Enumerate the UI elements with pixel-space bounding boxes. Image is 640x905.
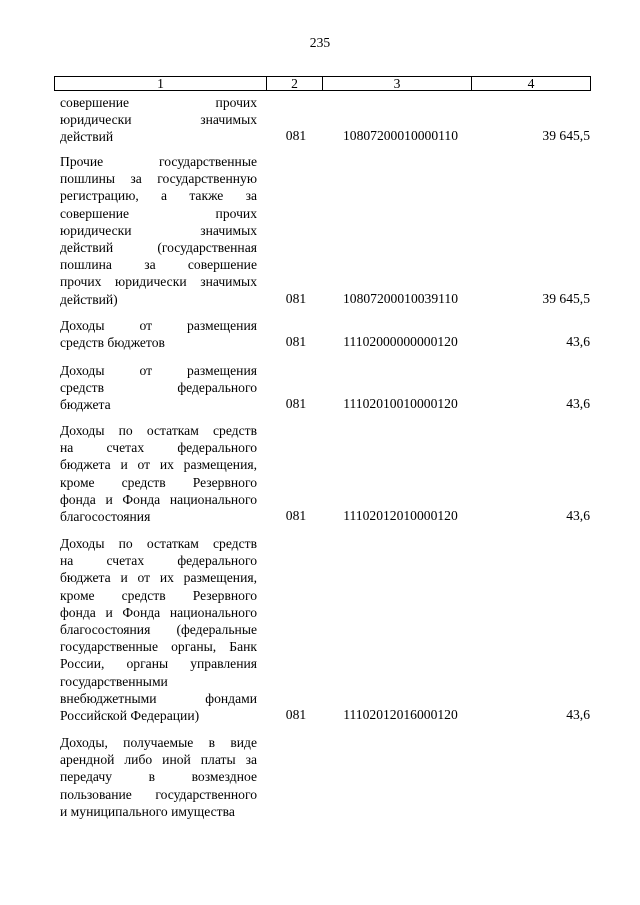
row-amount: 43,6 bbox=[566, 396, 590, 412]
description-line: бюджета bbox=[60, 397, 111, 413]
row-admin-code: 081 bbox=[285, 290, 307, 306]
description-line: на счетах федерального bbox=[60, 553, 257, 569]
description-line: кроме средств Резервного bbox=[60, 587, 257, 603]
row-kbk-code: 11102010010000120 bbox=[343, 396, 458, 412]
description-line: фонда и Фонда национального bbox=[60, 604, 257, 620]
description-line: пошлины за государственную bbox=[60, 171, 257, 187]
description-line: и муниципального имущества bbox=[60, 803, 235, 819]
row-description bbox=[60, 362, 257, 414]
row-amount: 39 645,5 bbox=[542, 128, 590, 144]
description-line: Доходы от размещения bbox=[60, 363, 257, 378]
row-kbk-code: 10807200010000110 bbox=[342, 128, 459, 144]
description-line: юридически значимых bbox=[60, 112, 257, 128]
row-admin-code: 081 bbox=[285, 334, 307, 350]
description-line: кроме средств Резервного bbox=[60, 474, 257, 490]
row-kbk-code: 11102000000000120 bbox=[343, 334, 458, 350]
header-col-1: 1 bbox=[157, 76, 164, 91]
description-line: пользование государственного bbox=[60, 786, 257, 802]
description-line: бюджета и от их размещения, bbox=[60, 457, 257, 473]
row-description bbox=[60, 422, 257, 525]
description-line: государственные органы, Банк bbox=[60, 639, 257, 655]
description-line: внебюджетными фондами bbox=[60, 690, 257, 706]
header-col-2: 2 bbox=[266, 77, 322, 90]
header-col-3: 3 bbox=[322, 77, 471, 90]
row-kbk-code: 10807200010039110 bbox=[342, 290, 459, 306]
description-line: Доходы по остаткам средств bbox=[60, 423, 257, 438]
description-line: благосостояния (федеральные bbox=[60, 622, 257, 638]
page-number: 235 bbox=[309, 35, 331, 50]
description-line: Доходы по остаткам средств bbox=[60, 536, 257, 551]
row-description bbox=[60, 153, 257, 308]
description-line: прочих юридически значимых bbox=[60, 274, 257, 290]
description-line: средств федерального bbox=[60, 380, 257, 396]
description-line: совершение прочих bbox=[60, 95, 257, 110]
row-admin-code: 081 bbox=[285, 508, 307, 523]
row-description bbox=[60, 734, 257, 820]
row-amount: 43,6 bbox=[566, 707, 590, 722]
row-amount: 43,6 bbox=[566, 334, 590, 350]
description-line: Доходы, получаемые в виде bbox=[60, 735, 257, 750]
description-line: действий (государственная bbox=[60, 240, 257, 256]
table-header bbox=[54, 76, 591, 91]
description-line: бюджета и от их размещения, bbox=[60, 570, 257, 586]
row-description bbox=[60, 317, 257, 351]
description-line: благосостояния bbox=[60, 509, 151, 525]
description-line: совершение прочих bbox=[60, 205, 257, 221]
description-line: действий bbox=[60, 129, 114, 145]
row-description bbox=[60, 535, 257, 724]
description-line: передачу в возмездное bbox=[60, 769, 257, 785]
description-line: регистрацию, а также за bbox=[60, 188, 257, 204]
row-amount: 43,6 bbox=[566, 508, 590, 523]
description-line: на счетах федерального bbox=[60, 440, 257, 456]
row-admin-code: 081 bbox=[285, 128, 307, 144]
description-line: юридически значимых bbox=[60, 222, 257, 238]
description-line: Прочие государственные bbox=[60, 154, 257, 169]
description-line: Российской Федерации) bbox=[60, 708, 200, 724]
description-line: арендной либо иной платы за bbox=[60, 752, 257, 768]
description-line: пошлина за совершение bbox=[60, 257, 257, 273]
description-line: России, органы управления bbox=[60, 656, 257, 672]
description-line: фонда и Фонда национального bbox=[60, 491, 257, 507]
row-kbk-code: 11102012016000120 bbox=[343, 707, 458, 722]
header-col-4: 4 bbox=[471, 77, 590, 90]
row-description bbox=[60, 94, 257, 146]
description-line: Доходы от размещения bbox=[60, 318, 257, 333]
row-admin-code: 081 bbox=[285, 396, 307, 412]
description-line: действий) bbox=[60, 291, 118, 307]
description-line: государственными bbox=[60, 673, 168, 689]
description-line: средств бюджетов bbox=[60, 335, 165, 351]
row-amount: 39 645,5 bbox=[542, 290, 590, 306]
row-admin-code: 081 bbox=[285, 707, 307, 722]
row-kbk-code: 11102012010000120 bbox=[343, 508, 458, 523]
